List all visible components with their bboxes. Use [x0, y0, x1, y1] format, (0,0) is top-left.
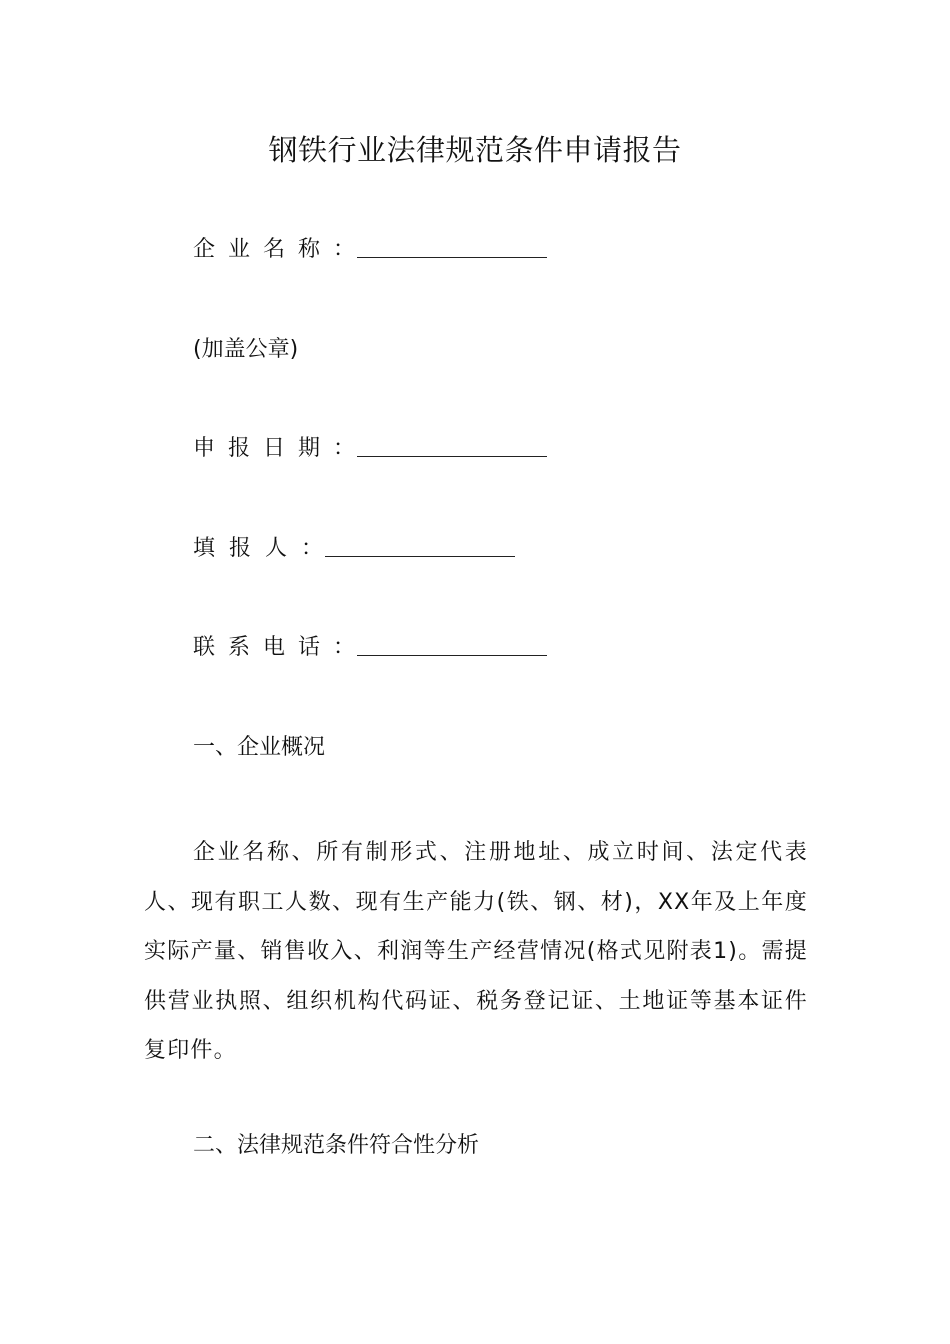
filler-row [193, 533, 515, 565]
company-name-row [193, 234, 547, 266]
filler-colon: ： [301, 536, 324, 561]
section1-body: 企业名称、所有制形式、注册地址、成立时间、法定代表人、现有职工人数、现有生产能力(铁、钢、材)，XX年及上年度实际产量、销售收入、利润等生产经营情况(格式见附表1)。需提供营业执照、组织机构代码证、税务登记证、土地证等基本证件复印件。 [144, 840, 808, 1063]
phone-label: 联系电话 [193, 635, 334, 660]
phone-blank [357, 633, 547, 656]
date-label: 申报日期 [193, 436, 334, 461]
company-name-blank [357, 235, 547, 258]
phone-row [193, 632, 547, 664]
filler-blank [325, 534, 515, 557]
date-blank [357, 434, 547, 457]
company-name-colon: ： [333, 237, 356, 262]
filler-label: 填报人 [193, 536, 302, 561]
phone-colon: ： [333, 635, 356, 660]
section2-heading: 二、法律规范条件符合性分析 [193, 1133, 480, 1158]
date-colon: ： [333, 436, 356, 461]
seal-note: (加盖公章) [193, 337, 299, 362]
company-name-label: 企业名称 [193, 237, 334, 262]
document-title: 钢铁行业法律规范条件申请报告 [268, 133, 682, 167]
date-row [193, 433, 547, 465]
section1-heading: 一、企业概况 [193, 735, 326, 760]
